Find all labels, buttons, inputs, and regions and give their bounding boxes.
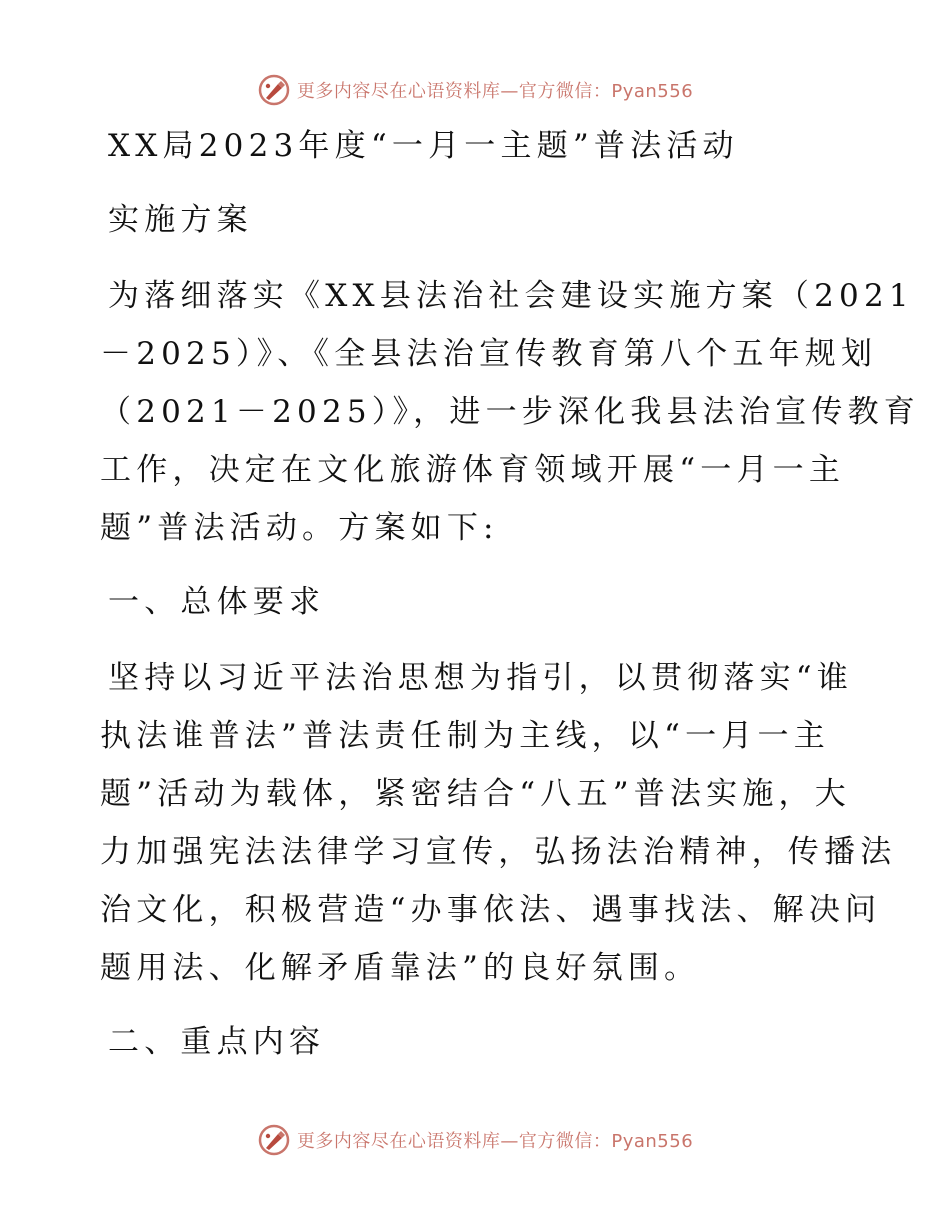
section-1-line-6: 题用法、化解矛盾靠法”的良好氛围。 (100, 950, 701, 986)
doc-title-line-2: 实施方案 (108, 202, 253, 238)
intro-line-1: 为落细落实《XX县法治社会建设实施方案（2021 (108, 278, 914, 314)
section-1-line-1: 坚持以习近平法治思想为指引，以贯彻落实“谁 (108, 660, 854, 696)
pen-nib-logo-icon (257, 73, 291, 107)
section-1-line-4: 力加强宪法法律学习宣传，弘扬法治精神，传播法 (100, 834, 897, 870)
section-1-line-2: 执法谁普法”普法责任制为主线，以“一月一主 (100, 718, 830, 754)
watermark-text: 更多内容尽在心语资料库—官方微信：Pyan556 (296, 1131, 694, 1152)
intro-line-4: 工作，决定在文化旅游体育领域开展“一月一主 (100, 452, 846, 488)
watermark-banner-top (0, 70, 950, 110)
intro-line-2: －2025）》、《全县法治宣传教育第八个五年规划 (100, 336, 878, 372)
section-1-heading: 一、总体要求 (108, 584, 326, 620)
pen-nib-logo-icon (257, 1123, 291, 1157)
section-1-line-3: 题”活动为载体，紧密结合“八五”普法实施，大 (100, 776, 851, 812)
section-2-heading: 二、重点内容 (108, 1024, 326, 1060)
section-1-line-5: 治文化，积极营造“办事依法、遇事找法、解决问 (100, 892, 882, 928)
watermark-text: 更多内容尽在心语资料库—官方微信：Pyan556 (296, 81, 694, 102)
intro-line-5: 题”普法活动。方案如下: (100, 510, 499, 546)
intro-line-3: （2021－2025）》，进一步深化我县法治宣传教育 (100, 394, 920, 430)
watermark-banner-bottom (0, 1120, 950, 1160)
doc-title-line-1: XX局2023年度“一月一主题”普法活动 (108, 128, 739, 164)
